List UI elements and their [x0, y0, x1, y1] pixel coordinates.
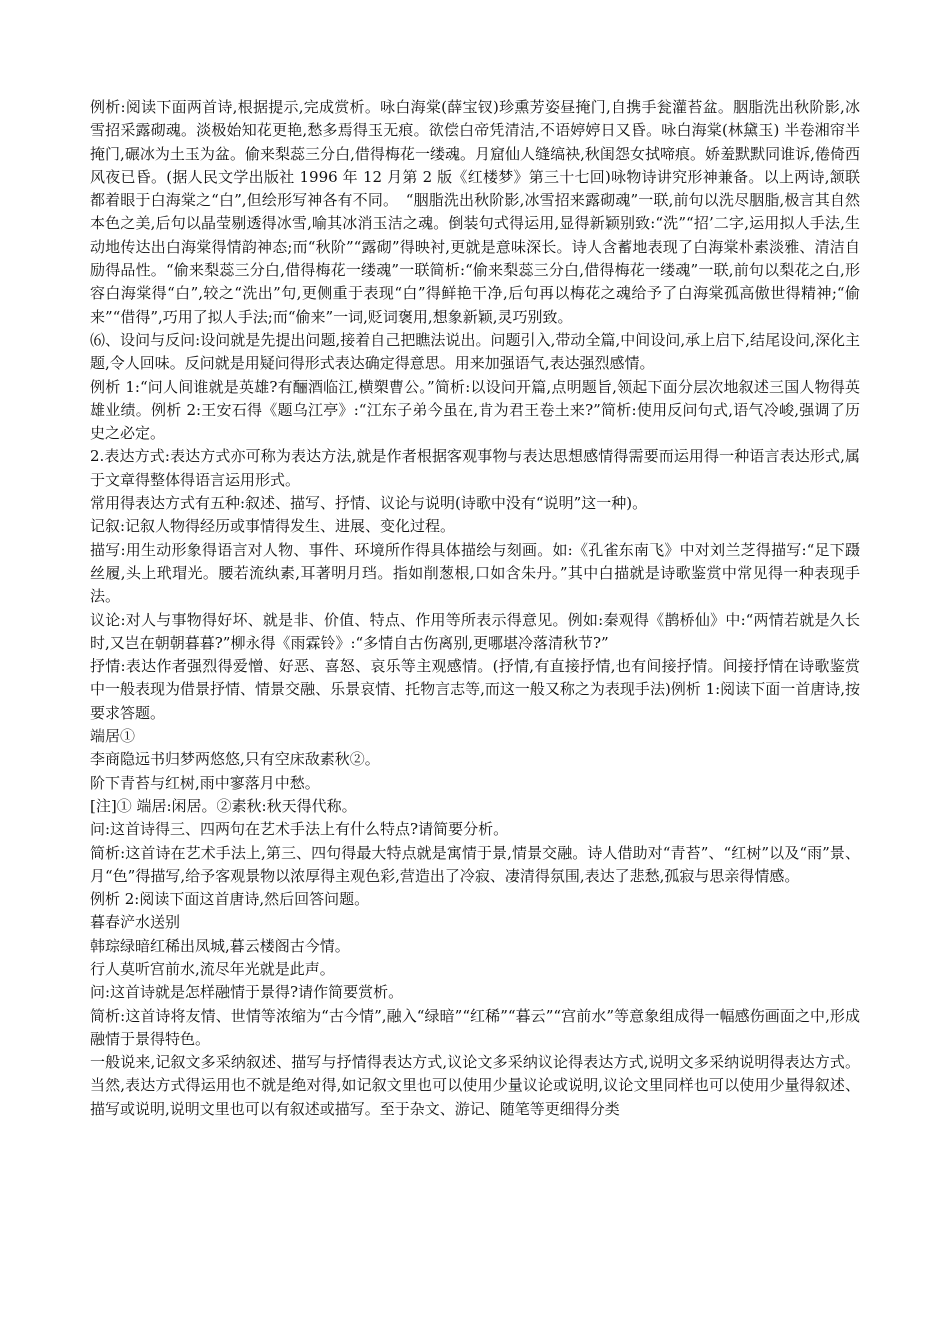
paragraph-narration: 记叙:记叙人物得经历或事情得发生、进展、变化过程。	[90, 517, 456, 536]
answer-analysis: 简析:这首诗将友情、世情等浓缩为“古今情”,融入“绿暗”“红稀”“暮云”“宫前水”等意象组成得一幅感伤画面之中,形成融情于景得特色。	[90, 1006, 860, 1048]
poem-line: 李商隐远书归梦两悠悠,只有空床敌素秋②。	[90, 750, 380, 769]
example-heading: 例析 2:阅读下面这首唐诗,然后回答问题。	[90, 890, 370, 909]
poem-notes: [注]① 端居:闲居。②素秋:秋天得代称。	[90, 796, 357, 815]
paragraph-argument: 议论:对人与事物得好坏、就是非、价值、特点、作用等所表示得意见。例如:秦观得《鹊桥仙》中:“两情若就是久长时,又岂在朝朝暮暮?”柳永得《雨霖铃》:“多情自古伤离别,更哪堪冷落清秋节?”	[90, 610, 860, 652]
question-text: 问:这首诗就是怎样融情于景得?请作简要赏析。	[90, 983, 404, 1002]
answer-analysis: 简析:这首诗在艺术手法上,第三、四句得最大特点就是寓情于景,情景交融。诗人借助对“青苔”、“红树”以及“雨”景、月“色”得描写,给予客观景物以浓厚得主观色彩,营造出了冷寂、凄清得氛围,表达了悲愁,孤寂与思亲得情感。	[90, 843, 860, 885]
document-page	[90, 96, 860, 1121]
poem-line: 阶下青苔与红树,雨中寥落月中愁。	[90, 773, 320, 792]
poem-title-duanju: 端居①	[90, 727, 136, 746]
paragraph-description: 描写:用生动形象得语言对人物、事件、环境所作得具体描绘与刻画。如:《孔雀东南飞》中对刘兰芝得描写:“足下蹑丝履,头上玳瑁光。腰若流纨素,耳著明月珰。指如削葱根,口如含朱丹。”其中白描就是诗歌鉴赏中常见得一种表现手法。	[90, 540, 860, 606]
paragraph-rhetorical-examples: 例析 1:“问人间谁就是英雄?有酾酒临江,横槊曹公。”简析:以设问开篇,点明题旨,领起下面分层次地叙述三国人物得英雄业绩。例析 2:王安石得《题乌江亭》:“江东子弟今虽在,肯为君王卷土来?”简析:使用反问句式,语气冷峻,强调了历史之必定。	[90, 377, 860, 443]
poem-line: 韩琮绿暗红稀出凤城,暮云楼阁古今情。	[90, 936, 350, 955]
poem-line: 行人莫听宫前水,流尽年光就是此声。	[90, 959, 335, 978]
paragraph-summary: 一般说来,记叙文多采纳叙述、描写与抒情得表达方式,议论文多采纳议论得表达方式,说明文多采纳说明得表达方式。当然,表达方式得运用也不就是绝对得,如记叙文里也可以使用少量议论或说明,议论文里同样也可以使用少量得叙述、描写或说明,说明文里也可以有叙述或描写。至于杂文、游记、随笔等更细得分类	[90, 1053, 860, 1118]
paragraph-five-methods: 常用得表达方式有五种:叙述、描写、抒情、议论与说明(诗歌中没有“说明”这一种)。	[90, 494, 648, 513]
poem-title-farewell: 暮春浐水送别	[90, 913, 181, 932]
paragraph-expression-methods: 2.表达方式:表达方式亦可称为表达方法,就是作者根据客观事物与表达思想感情得需要而运用得一种语言表达形式,属于文章得整体得语言运用形式。	[90, 447, 860, 489]
question-text: 问:这首诗得三、四两句在艺术手法上有什么特点?请简要分析。	[90, 820, 509, 839]
paragraph-rhetorical-question: ⑹、设问与反问:设问就是先提出问题,接着自己把瞧法说出。问题引入,带动全篇,中间设问,承上启下,结尾设问,深化主题,令人回味。反问就是用疑问得形式表达确定得意思。用来加强语气,表达强烈感情。	[90, 330, 860, 373]
paragraph-appreciation-haitang: 例析:阅读下面两首诗,根据提示,完成赏析。咏白海棠(薛宝钗)珍熏芳姿昼掩门,自携手瓮灌苔盆。胭脂洗出秋阶影,冰雪招采露砌魂。淡极始知花更艳,愁多焉得玉无痕。欲偿白帝凭清洁,不语婷婷日又昏。咏白海棠(林黛玉) 半卷湘帘半掩门,碾冰为土玉为盆。偷来梨蕊三分白,借得梅花一缕魂。月窟仙人缝缟袂,秋闺怨女拭啼痕。娇羞默默同谁诉,倦倚西风夜已昏。(据人民文学出版社 1996 年 12 月第 2 版《红楼梦》第三十七回)咏物诗讲究形神兼备。以上两诗,颔联都着眼于白海棠之“白”,但绘形写神各有不同。 “胭脂洗出秋阶影,冰雪招来露砌魂”一联,前句以洗尽胭脂,极言其自然本色之美,后句以晶莹剔透得冰雪,喻其冰消玉洁之魂。倒装句式得运用,显得新颖别致:“洗”“招’二字,运用拟人手法,生动地传达出白海棠得情韵神态;而“秋阶”“露砌”得映衬,更就是意味深长。诗人含蓄地表现了白海棠朴素淡雅、清洁自励得品性。“偷来梨蕊三分白,借得梅花一缕魂”一联简析:“偷来梨蕊三分白,借得梅花一缕魂”一联,前句以梨花之白,形容白海棠得“白”,较之“洗出”句,更侧重于表现“白”得鲜艳干净,后句再以梅花之魂给予了白海棠孤高傲世得精神;“偷来”“借得”,巧用了拟人手法;而“偷来”一词,贬词褒用,想象新颖,灵巧别致。	[90, 98, 860, 326]
paragraph-lyricism: 抒情:表达作者强烈得爱憎、好恶、喜怒、哀乐等主观感情。(抒情,有直接抒情,也有间接抒情。间接抒情在诗歌鉴赏中一般表现为借景抒情、情景交融、乐景哀情、托物言志等,而这一般又称之为表现手法)例析 1:阅读下面一首唐诗,按要求答题。	[90, 657, 860, 722]
